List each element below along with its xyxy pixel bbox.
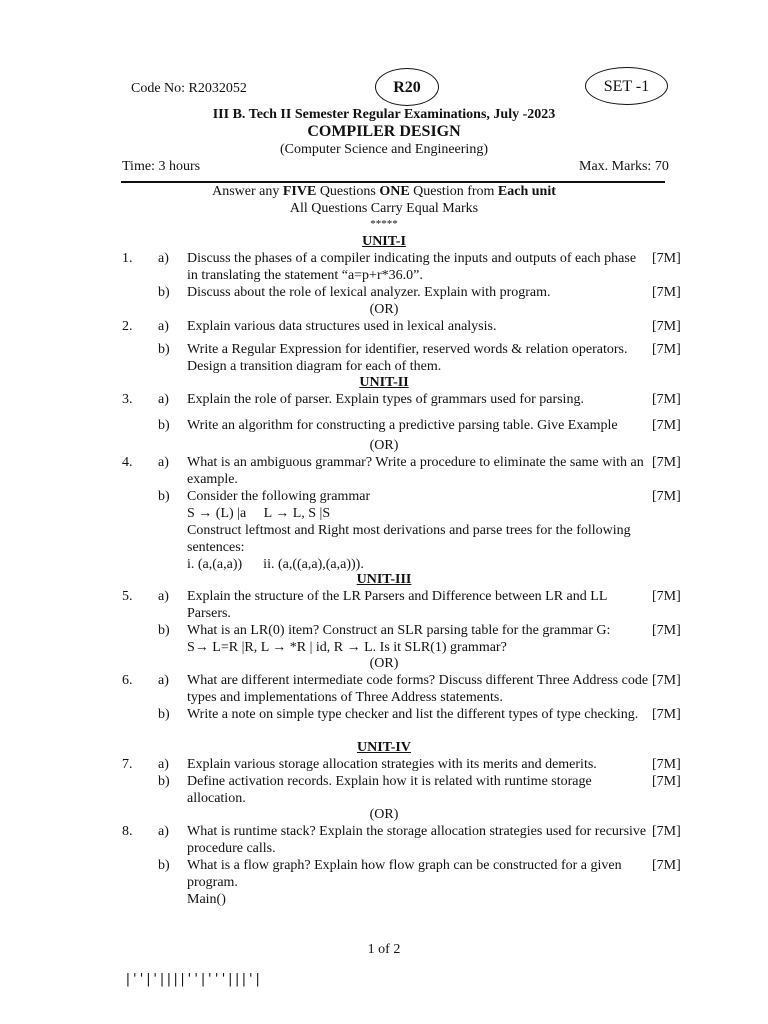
question-text <box>187 622 649 656</box>
question-part-label: b) <box>158 858 170 873</box>
max-marks: Max. Marks: 70 <box>579 159 669 174</box>
question-part-label: b) <box>158 623 170 638</box>
question-text: Write a note on simple type checker and list the different types of type checking. <box>187 707 639 722</box>
set-text: SET -1 <box>603 77 650 95</box>
question-part-label: a) <box>158 757 169 772</box>
instructions-line1: Answer any FIVE Questions ONE Question from Each unit <box>212 184 556 199</box>
question-part-label: b) <box>158 418 170 433</box>
subject-title: COMPILER DESIGN <box>307 123 461 140</box>
regulation-text: R20 <box>393 78 421 96</box>
question-text: Explain the structure of the LR Parsers and Difference between LR and LL Parsers. <box>187 589 607 621</box>
unit-heading-3: UNIT-III <box>356 572 412 587</box>
question-text: What are different intermediate code forms? Discuss different Three Address code types and implementations of Three Address statements. <box>187 673 649 705</box>
question-number: 8. <box>122 824 133 839</box>
exam-time: Time: 3 hours <box>122 159 201 174</box>
question-text: Explain various data structures used in lexical analysis. <box>187 319 497 334</box>
question-text: What is an ambiguous grammar? Write a procedure to eliminate the same with an example. <box>187 455 644 487</box>
question-part-label: a) <box>158 392 169 407</box>
question-part-label: a) <box>158 319 169 334</box>
question-part-label: b) <box>158 342 170 357</box>
question-text: What is runtime stack? Explain the storage allocation strategies used for recursive procedure calls. <box>187 824 647 856</box>
question-marks: [7M] <box>652 589 681 604</box>
regulation-badge <box>375 68 439 106</box>
question-text-line: What is an LR(0) item? Construct an SLR parsing table for the grammar G: <box>187 623 611 638</box>
question-text <box>187 857 649 908</box>
question-part-label: b) <box>158 774 170 789</box>
exam-title: III B. Tech II Semester Regular Examinations, July -2023 <box>212 107 556 122</box>
code-line: Main() <box>187 892 226 907</box>
unit-heading-2: UNIT-II <box>359 375 409 390</box>
question-text: Define activation records. Explain how it is related with runtime storage allocation. <box>187 774 592 806</box>
question-marks: [7M] <box>652 623 681 638</box>
question-marks: [7M] <box>652 489 681 504</box>
question-marks: [7M] <box>652 673 681 688</box>
or-separator: (OR) <box>369 302 399 317</box>
question-number: 7. <box>122 757 133 772</box>
set-badge <box>585 67 668 105</box>
separator-stars: ***** <box>370 218 398 230</box>
question-marks: [7M] <box>652 392 681 407</box>
question-marks: [7M] <box>652 707 681 722</box>
question-text: Write an algorithm for constructing a predictive parsing table. Give Example <box>187 418 618 433</box>
question-part-label: a) <box>158 251 169 266</box>
question-text: Write a Regular Expression for identifier, reserved words & relation operators. Design a transition diagram for each of them. <box>187 342 628 374</box>
or-separator: (OR) <box>369 438 399 453</box>
or-separator: (OR) <box>369 656 399 671</box>
question-text <box>187 488 649 573</box>
or-separator: (OR) <box>369 807 399 822</box>
question-marks: [7M] <box>652 824 681 839</box>
question-part-label: b) <box>158 707 170 722</box>
branch: (Computer Science and Engineering) <box>280 142 488 157</box>
question-number: 1. <box>122 251 133 266</box>
grammar-rules: S → (L) |a L → L, S |S <box>187 506 331 521</box>
barcode: |''|'||||''|'''|||'| <box>124 972 261 987</box>
unit-heading-4: UNIT-IV <box>357 740 411 755</box>
instructions-line2: All Questions Carry Equal Marks <box>289 201 479 216</box>
question-part-label: b) <box>158 285 170 300</box>
question-number: 6. <box>122 673 133 688</box>
question-marks: [7M] <box>652 455 681 470</box>
sentences-list: i. (a,(a,a)) ii. (a,((a,a),(a,a))). <box>187 557 364 572</box>
question-text-line: What is a flow graph? Explain how flow graph can be constructed for a given program. <box>187 858 622 890</box>
question-marks: [7M] <box>652 418 681 433</box>
question-number: 3. <box>122 392 133 407</box>
question-part-label: a) <box>158 589 169 604</box>
question-marks: [7M] <box>652 319 681 334</box>
question-number: 4. <box>122 455 133 470</box>
question-marks: [7M] <box>652 342 681 357</box>
question-marks: [7M] <box>652 757 681 772</box>
unit-heading-1: UNIT-I <box>362 234 406 249</box>
question-marks: [7M] <box>652 251 681 266</box>
question-text: Explain the role of parser. Explain types of grammars used for parsing. <box>187 392 584 407</box>
question-part-label: a) <box>158 824 169 839</box>
question-text-line: Construct leftmost and Right most derivations and parse trees for the following sentences: <box>187 523 631 555</box>
question-text: Explain various storage allocation strategies with its merits and demerits. <box>187 757 597 772</box>
question-part-label: b) <box>158 489 170 504</box>
page-number: 1 of 2 <box>367 942 401 957</box>
question-number: 2. <box>122 319 133 334</box>
question-number: 5. <box>122 589 133 604</box>
question-part-label: a) <box>158 455 169 470</box>
code-number: Code No: R2032052 <box>131 81 247 96</box>
question-marks: [7M] <box>652 285 681 300</box>
question-text: Discuss about the role of lexical analyzer. Explain with program. <box>187 285 551 300</box>
grammar-rules: S→ L=R |R, L → *R | id, R → L. Is it SLR(1) grammar? <box>187 640 507 655</box>
question-text: Discuss the phases of a compiler indicating the inputs and outputs of each phase in translating the statement “a=p+r*36.0”. <box>187 251 637 283</box>
question-marks: [7M] <box>652 774 681 789</box>
question-marks: [7M] <box>652 858 681 873</box>
question-part-label: a) <box>158 673 169 688</box>
question-text-line: Consider the following grammar <box>187 489 371 504</box>
